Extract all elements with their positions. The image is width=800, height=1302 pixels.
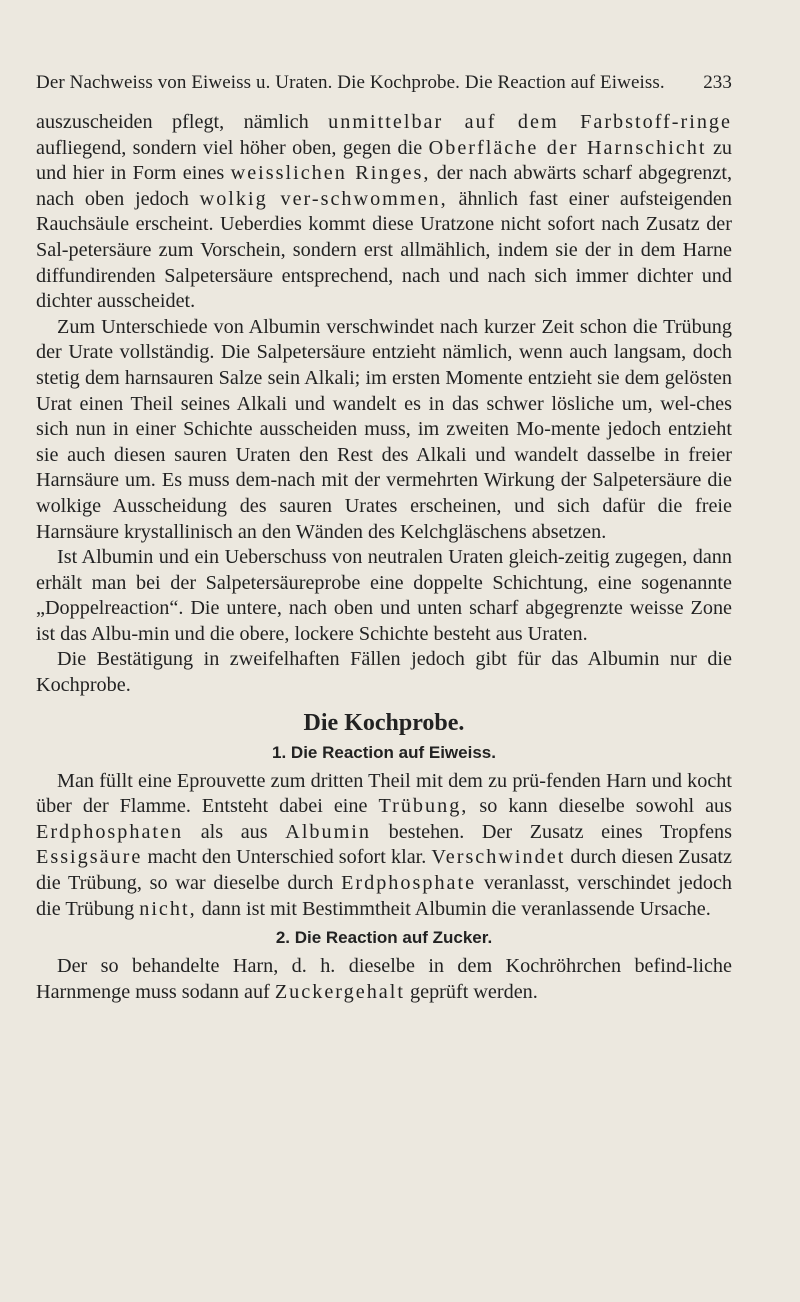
text-run: macht den Unterschied sofort klar. [142,846,432,869]
emphasis-verschwindet: Verschwindet [431,846,566,869]
running-title: Der Nachweiss von Eiweiss u. Uraten. Die Kochprobe. Die Reaction auf Eiweiss. [36,72,665,93]
text-run: aufliegend, sondern viel höher oben, gegen die [36,136,429,159]
text-run: so kann dieselbe sowohl aus [468,795,732,818]
text-run: Der so behandelte Harn, d. h. dieselbe in dem Kochröhrchen befind-liche Harnmenge muss sodann auf [36,955,732,1003]
emphasis-nicht: nicht, [139,897,197,920]
emphasis-erdphosphate: Erdphosphate [341,872,477,895]
text-run: der nach abwärts scharf abgegrenzt, nach oben jedoch [36,162,732,210]
text-run: dann ist mit Bestimmtheit Albumin die veranlassende Ursache. [196,897,711,920]
paragraph-zucker-reaction [36,954,732,1005]
emphasis-albumin: Albumin [285,820,372,843]
text-run: zu und hier in Form eines [36,136,732,185]
emphasis-truebung: Trübung, [378,795,469,818]
paragraph-eiweiss-reaction [36,769,732,923]
paragraph-bestaetigung: Die Bestätigung in zweifelhaften Fällen jedoch gibt für das Albumin nur die Kochprobe. [36,648,732,697]
subsection-title-eiweiss: 1. Die Reaction auf Eiweiss. [272,742,496,762]
emphasis-oberflaeche: Oberfläche der Harnschicht [428,136,707,159]
emphasis-zuckergehalt: Zuckergehalt [274,980,405,1003]
text-run: bestehen. Der Zusatz eines Tropfens [371,820,732,843]
emphasis-erdphosphaten: Erdphosphaten [36,820,184,843]
emphasis-weisslichen-ringes: weisslichen Ringes, [230,162,431,185]
page-number: 233 [703,72,732,93]
running-header [36,72,732,100]
text-run: als aus [183,820,286,843]
book-page [36,72,732,1005]
section-title-kochprobe: Die Kochprobe. [303,709,465,736]
emphasis-wolkig: wolkig ver-schwommen, [199,187,448,210]
text-run: durch diesen Zusatz die Trübung, so war dieselbe durch [36,846,732,895]
paragraph-urate-zone [36,110,732,315]
subsection-title-zucker: 2. Die Reaction auf Zucker. [275,928,493,948]
paragraph-doppelreaction: Ist Albumin und ein Ueberschuss von neutralen Uraten gleich-zeitig zugegen, dann erhält man bei der Salpetersäureprobe eine doppelte Schichtung, eine sogenannte „Doppelreaction“. Die untere, nach oben und unten scharf abgegrenzte weisse Zone ist das Albu-min und die obere, lockere Schichte besteht aus Uraten. [36,546,732,645]
emphasis-essigsaeure: Essigsäure [36,846,143,869]
text-run: auszuscheiden pflegt, nämlich [36,111,329,133]
text-run: Man füllt eine Eprouvette zum dritten Theil mit dem zu prü-fenden Harn und kocht über der Flamme. Entsteht dabei eine [36,769,732,818]
text-run: geprüft werden. [404,980,538,1003]
text-run: ähnlich fast einer aufsteigenden Rauchsäule erscheint. Ueberdies kommt diese Uratzone nicht sofort nach Zusatz der Sal-petersäure zum Vorschein, sondern erst allmählich, indem sie der in dem Harne diffundirenden Salpetersäure entsprechend, nach und nach sich immer dichter und dichter ausscheidet. [36,187,732,313]
paragraph-albumin-difference: Zum Unterschiede von Albumin verschwindet nach kurzer Zeit schon die Trübung der Urate vollständig. Die Salpetersäure entzieht nämlich, wenn auch langsam, doch stetig dem harnsauren Salze sein Alkali; im ersten Momente entzieht sie dem gelösten Urat einen Theil seines Alkali und wandelt es in das schwer lösliche um, wel-ches sich nun in einer Schichte ausscheiden muss, im zweiten Mo-mente jedoch entzieht sie auch diesen sauren Uraten den Rest des Alkali und wandelt dasselbe in freier Harnsäure um. Es muss dem-nach mit der vermehrten Wirkung der Salpetersäure die wolkige Ausscheidung des sauren Urates erscheinen, und sich dafür die freie Harnsäure krystallinisch an den Wänden des Kelchgläschens absetzen. [36,315,732,543]
text-run: veranlasst, verschindet jedoch die Trübung [36,872,732,920]
emphasis-unmittelbar: unmittelbar auf dem Farbstoff-ringe [328,111,732,133]
page-body [36,110,732,1005]
